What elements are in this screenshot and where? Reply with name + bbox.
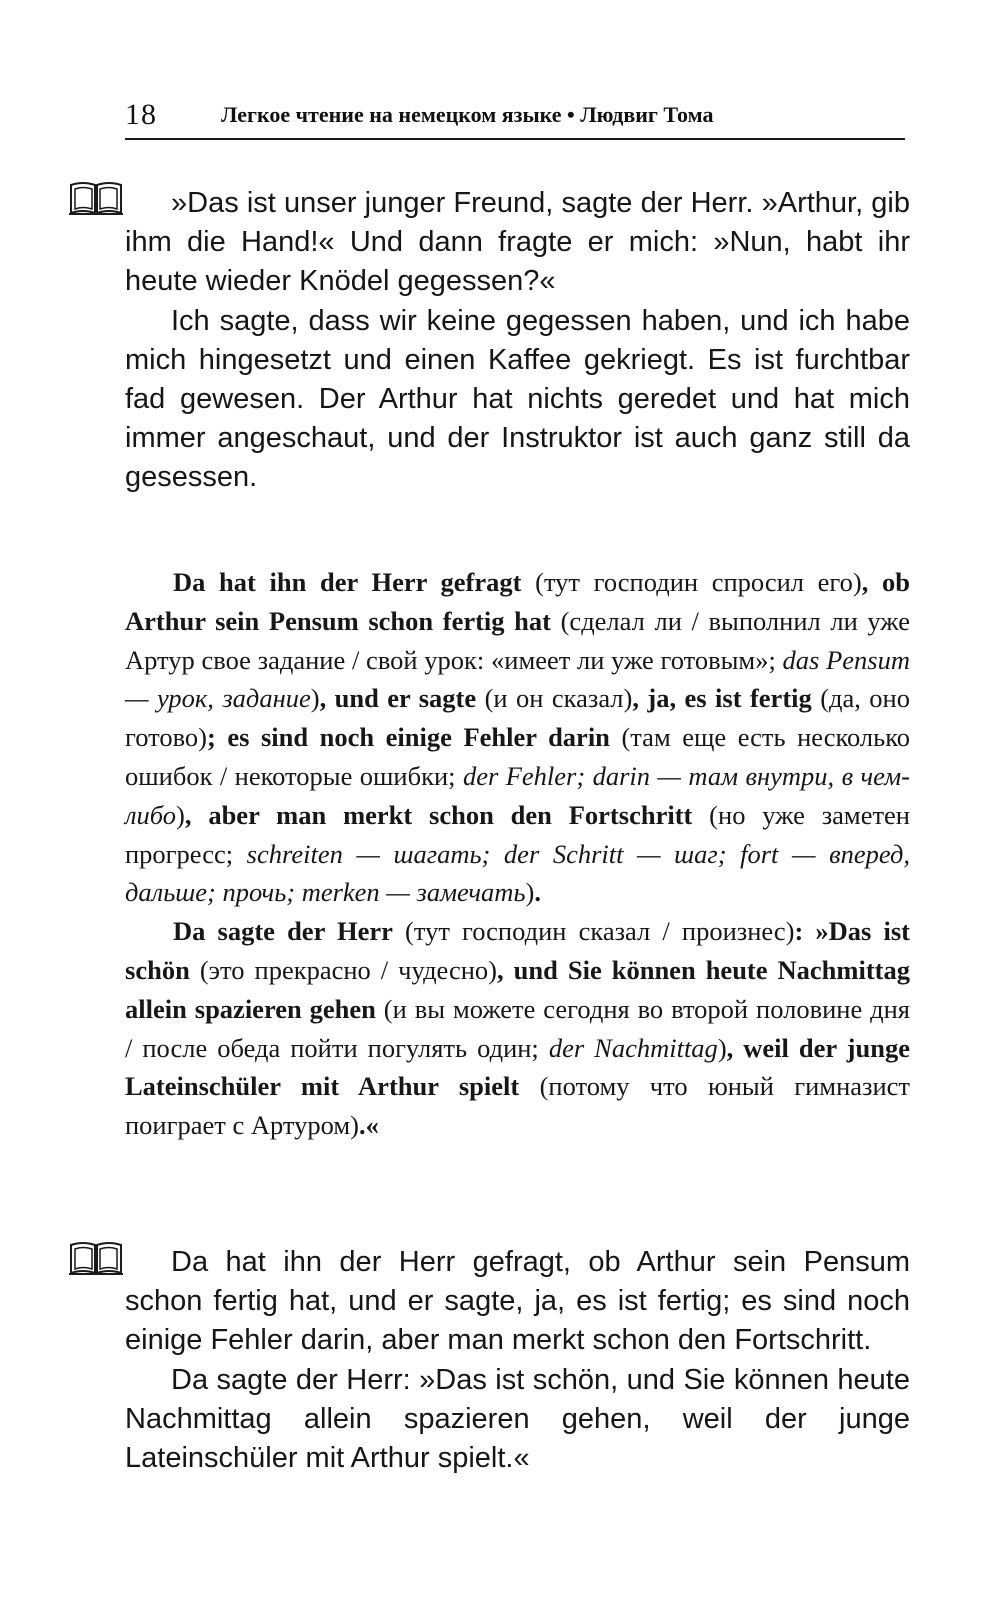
translation: (и он сказал) [476,683,633,714]
german-phrase: .« [358,1110,379,1141]
annotated-text-block [125,563,910,1145]
german-phrase: . [534,877,541,908]
translation: (и вы можете сегодня во второй половине дня / после обеда пойти погулять один; [125,993,910,1063]
german-phrase: , ja, es ist fertig [632,683,812,714]
translation: ) [310,683,320,714]
german-phrase: , und Sie können heute Nachmittag allein spazieren gehen [125,954,910,1024]
original-paragraph: Ich sagte, dass wir keine gegessen haben, und ich habe mich hingesetzt und einen Kaffee gekriegt. Es ist furchtbar fad gewesen. Der Arthur hat nichts geredet und hat mich immer angeschaut, und der Instruktor ist auch ganz still da gesessen. [125,304,910,494]
page-number: 18 [125,98,157,131]
german-phrase: , und er sagte [319,683,477,714]
open-book-icon [68,1240,124,1276]
translation: (тут господин сказал / произнес) [392,916,795,947]
original-paragraph: Da sagte der Herr: »Das ist schön, und Sie können heute Nachmittag allein spazieren gehen, weil der junge Lateinschüler mit Arthur spielt.« [125,1363,910,1475]
translation: (это прекрасно / чудесно) [189,954,497,985]
german-phrase: , aber man merkt schon den Fortschritt [184,799,693,830]
translation: (там еще есть несколько ошибок / некоторые ошибки; [125,722,910,791]
open-book-icon [68,180,124,216]
vocab-note: der Nachmittag [548,1032,718,1063]
vocab-note: schreiten — шагать; der Schritt — шаг; fort — вперед, дальше; прочь; merken — замечать [125,838,911,908]
translation: (сделал ли / выполнил ли уже Артур свое задание / свой урок: «имеет ли уже готовым»; [125,605,910,675]
translation: ) [717,1032,727,1063]
translation: (да, оно готово) [125,683,910,753]
translation: ) [525,877,535,908]
german-phrase: ; es sind noch einige Fehler darin [207,722,610,753]
vocab-note: das Pensum — урок, задание [125,644,910,714]
running-title: Легкое чтение на немецком языке • Людвиг Тома [221,102,714,127]
annotated-paragraph [125,912,910,1145]
german-phrase: Da sagte der Herr [173,916,393,947]
german-phrase: , ob Arthur sein Pensum schon fertig hat [125,567,910,636]
german-phrase: , weil der junge Lateinschüler mit Arthur spielt [125,1032,910,1102]
translation: (тут господин спросил его) [521,567,862,597]
german-phrase: : »Das ist schön [125,916,910,985]
translation: ) [176,799,185,830]
translation: (потому что юный гимназист поиграет с Артуром) [125,1071,911,1141]
original-paragraph: Da hat ihn der Herr gefragt, ob Arthur sein Pensum schon fertig hat, und er sagte, ja, es ist fertig; es sind noch einige Fehler darin, aber man merkt schon den Fortschritt. [125,1246,910,1357]
original-text-block-2 [125,1243,910,1478]
vocab-note: der Fehler; darin — там внутри, в чем-либо [125,760,910,830]
original-text-block-1 [125,184,910,498]
running-head [125,94,905,140]
translation: (но уже заметен прогресс; [125,799,910,869]
german-phrase: Da hat ihn der Herr gefragt [173,567,522,597]
original-paragraph: »Das ist unser junger Freund, sagte der Herr. »Arthur, gib ihm die Hand!« Und dann fragte er mich: »Nun, habt ihr heute wieder Knödel gegessen?« [125,187,910,298]
annotated-paragraph [125,563,910,912]
